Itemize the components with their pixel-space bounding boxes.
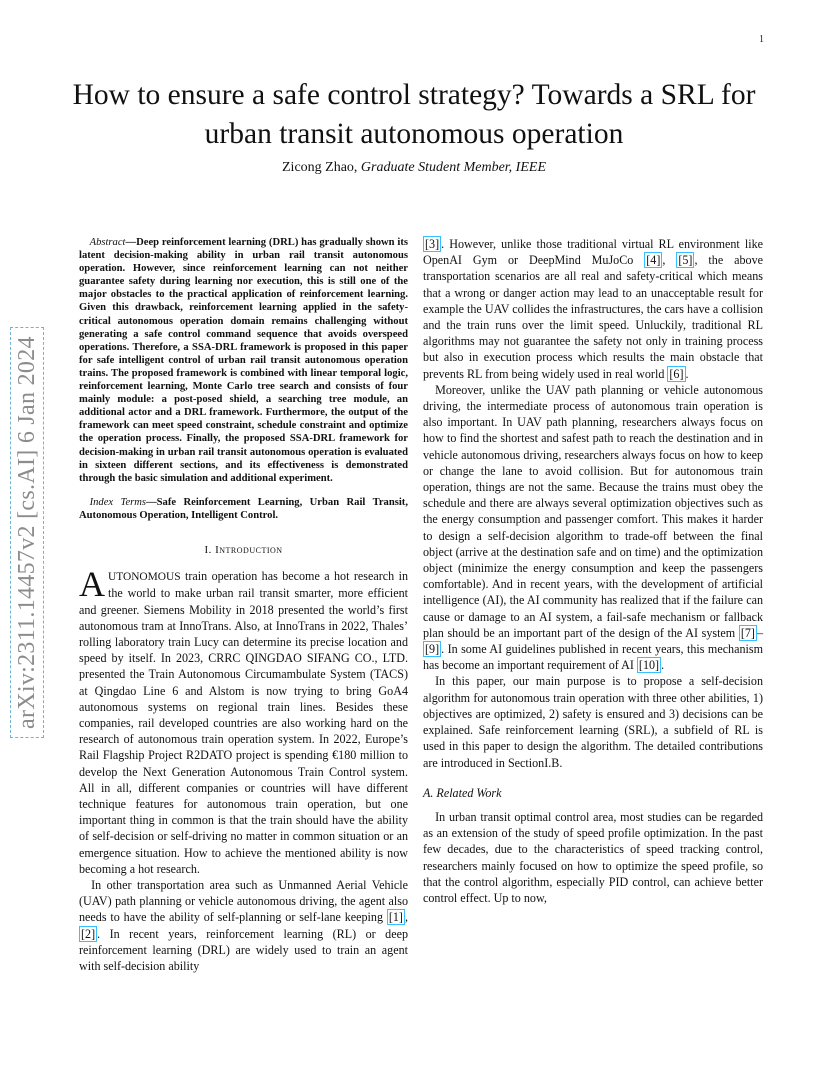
section-number: I. <box>204 543 216 556</box>
citation-link[interactable]: [3] <box>425 237 440 251</box>
drop-cap-letter: A <box>79 564 105 605</box>
citation-link[interactable]: [7] <box>740 625 755 640</box>
paragraph-text: . In recent years, reinforcement learning (RL) or deep reinforcement learning (DRL) are widely used to train an agent with self-decision ability <box>79 926 408 974</box>
abstract-text: —Deep reinforcement learning (DRL) has gradually shown its latent decision-making ability in urban rail transit autonomous operation. However, since reinforcement learning can not neither guarantee safety during learning nor execution, this is still one of the major obstacles to the practical application of reinforcement learning. Given this drawback, reinforcement learning applied in the safety-critical autonomous operation domain remains challenging without generating a safe control command sequence that avoids overspeed operations. Therefore, a SSA-DRL framework is proposed in this paper for safe intelligent control of urban rail transit autonomous operation trains. The proposed framework is combined with linear temporal logic, reinforcement learning, Monte Carlo tree search and consists of four mainly module: a post-posed shield, a searching tree module, an additional actor and a DRL framework. Furthermore, the output of the framework can meet speed constraint, schedule constraint and optimize the operation process. Finally, the proposed SSA-DRL framework for decision-making in urban rail transit autonomous operation is evaluated in sixteen different sections, and its effectiveness is demonstrated through the basic simulation and additional experiment. <box>79 237 408 484</box>
page-number: 1 <box>759 34 764 45</box>
paragraph-text: . However, unlike those traditional virtual RL environment like OpenAI Gym or DeepMind MuJoCo <box>423 237 763 268</box>
index-terms <box>79 496 408 522</box>
paragraph-text: Moreover, unlike the UAV path planning or vehicle autonomous driving, the intermediate process of autonomous train operation is also important. In UAV path planning, researchers always focus on how to find the shortest and safest path to reach the destination and in vehicle autonomous driving, researchers always focus on how to keep or change the lane to avoid collision. But for autonomous train operation, things are not the same. Because the trains must obey the schedule and there are always several optimization objectives such as the energy consumption and passenger comfort. This makes it harder to design a self-decision algorithm to trade-off between the final object (arrive at the destination safe and on time) and the optimization object (minimize the energy consumption and keep the passengers comfortable). And in recent years, with the development of artificial intelligence (AI), the AI community has realized that if the failure can cause or damage to an AI system, a fail-safe mechanism or fallback plan should be an important part of the design of the AI system <box>423 382 763 640</box>
abstract <box>79 236 408 485</box>
citation-link[interactable]: [10] <box>638 658 660 673</box>
related-work-paragraph-1: In urban transit optimal control area, most studies can be regarded as an extension of the study of speed profile optimization. In the past few decades, due to the characteristics of speed tracking control, researchers mainly focused on how to optimize the speed profile, so that the control algorithm, especially PID control, can achieve better control effect. Up to now, <box>423 809 763 905</box>
paragraph-text: , <box>404 910 408 925</box>
citation-link[interactable]: [1] <box>388 910 403 925</box>
paragraph-text: . <box>685 366 689 381</box>
citation-link[interactable]: [9] <box>425 642 440 657</box>
intro-paragraph-1 <box>79 564 408 877</box>
author-line <box>70 160 758 176</box>
citation-link[interactable]: [4] <box>646 253 661 268</box>
citation-link[interactable]: [2] <box>81 926 96 941</box>
right-column <box>423 236 763 906</box>
intro-paragraph-3 <box>423 382 763 674</box>
author-name: Zicong Zhao, <box>282 160 361 175</box>
paragraph-text: – <box>756 625 763 640</box>
citation-link[interactable]: [6] <box>669 366 684 381</box>
paragraph-text: , the above transportation scenarios are all real and safety-critical which means that a wrong or danger action may lead to an unacceptable result for example the UAV collides the infrastructures, the cars have a collision and the train runs over the limit speed. Unluckily, traditional RL algorithms may not guarantee the safety not only in training process but also in execution process which results the main obstacle that prevents RL from being widely used in real world <box>423 253 764 381</box>
paragraph-text: , <box>662 253 677 268</box>
lead-word: UTONOMOUS <box>108 571 181 584</box>
paragraph-text: . In some AI guidelines published in recent years, this mechanism has become an important requirement of AI <box>423 642 763 673</box>
arxiv-identifier-stamp[interactable]: arXiv:2311.14457v2 [cs.AI] 6 Jan 2024 <box>10 327 44 738</box>
author-role: Graduate Student Member, IEEE <box>360 160 546 175</box>
abstract-label: Abstract <box>89 237 126 248</box>
section-title: Introduction <box>215 543 283 556</box>
citation-link[interactable]: [5] <box>678 253 693 268</box>
intro-paragraph-4: In this paper, our main purpose is to propose a self-decision algorithm for autonomous train operation with three other abilities, 1) objectives are optimized, 2) safety is ensured and 3) decisions can be explained. Safe reinforcement learning (SRL), a subfield of RL is used in this paper to design the algorithm. The detailed contributions are introduced in SectionI.B. <box>423 674 763 770</box>
intro-paragraph-2-continued <box>423 236 763 382</box>
intro-paragraph-2 <box>79 877 408 974</box>
index-terms-text: —Safe Reinforcement Learning, Urban Rail Transit, Autonomous Operation, Intelligent Control. <box>79 496 408 521</box>
subsection-heading-related-work: A. Related Work <box>423 785 502 800</box>
paper-title: How to ensure a safe control strategy? Towards a SRL for urban transit autonomous operation <box>72 79 756 150</box>
paragraph-text: train operation has become a hot research in the world to make urban rail transit smarter, more efficient and greener. Siemens Mobility in 2018 presented the world’s first autonomous tram at InnoTrans. Also, at InnoTrans in 2022, Thales’ rolling laboratory train Lucy can determine its precise location and speed by itself. In 2023, CRRC QINGDAO SIFANG CO., LTD. presented the Train Autonomous Circumambulate System (TACS) at Qingdao Line 6 and Alstom is now trying to bring GoA4 autonomous systems on regional train lines. Besides these companies, rail developed countries are also working hard on the research of autonomous train operation system. In 2022, Europe’s Rail Flagship Project R2DATO project is spending €180 million to develop the Next Generation Autonomous Train Control system. All in all, different companies or countries will have different technique features for autonomous train operation, but one important thing in common is that the train should have the ability of self-decision or self-driving no matter in common situation or an emergence situation. How to achieve the mentioned ability is now becoming a hot research. <box>79 569 408 876</box>
paragraph-text: In other transportation area such as Unmanned Aerial Vehicle (UAV) path planning or vehicle autonomous driving, the agent also needs to have the ability of self-planning or self-lane keeping <box>79 878 408 925</box>
index-terms-label: Index Terms <box>89 496 147 508</box>
left-column <box>79 236 408 974</box>
section-heading-introduction <box>79 542 408 558</box>
paragraph-text: . <box>661 658 665 673</box>
